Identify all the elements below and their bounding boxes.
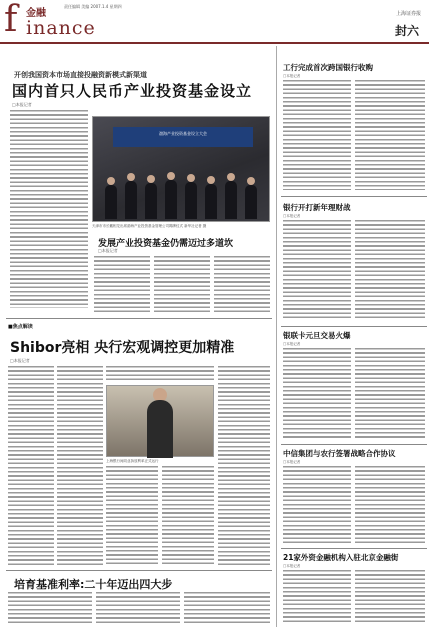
second-text-col-1 [8, 366, 54, 566]
page-number: 封六 [394, 24, 419, 38]
sub-text-col-2 [154, 256, 210, 314]
second-photo-caption: 上海银行间同业拆放利率正式运行 [106, 459, 159, 463]
sub-text-col-3 [214, 256, 270, 314]
second-headline: Shibor亮相 央行宏观调控更加精准 [10, 340, 235, 356]
right-text [283, 80, 351, 190]
second-text-col-3a [106, 366, 214, 382]
newspaper-name: 上海证券报 [395, 11, 421, 17]
masthead-rule [0, 42, 429, 44]
masthead-meta: 责任编辑 美编 2007.1.4 星期四 [64, 4, 122, 9]
right-article-headline: 21家外资金融机构入驻北京金融街 [283, 553, 399, 562]
masthead-logo-letter: f [4, 0, 18, 40]
right-text [355, 80, 425, 190]
right-text [283, 348, 351, 440]
photo-person [205, 184, 217, 219]
photo-person [145, 183, 157, 219]
right-divider [281, 444, 427, 445]
right-article-byline: □本报记者 [283, 564, 301, 568]
second-text-col-5 [218, 366, 270, 566]
photo-person [125, 181, 137, 219]
right-article-byline: □本报记者 [283, 342, 301, 346]
right-article-headline: 中信集团与农行签署战略合作协议 [283, 449, 396, 458]
right-text [355, 570, 425, 622]
right-text [283, 570, 351, 622]
photo-person [185, 182, 197, 219]
photo-person [245, 185, 257, 219]
second-text-col-4 [162, 466, 214, 566]
photo-person [225, 181, 237, 219]
right-column [276, 46, 429, 627]
masthead-section-en: inance [26, 17, 96, 39]
photo-people [101, 169, 261, 219]
lead-headline: 国内首只人民币产业投资基金设立 [12, 82, 253, 100]
lead-sub-byline: □本报记者 [98, 248, 118, 253]
right-divider [281, 548, 427, 549]
lead-text-col-1b [10, 232, 88, 308]
right-text [283, 220, 351, 320]
masthead-section-cn: 金融 [26, 8, 46, 19]
third-text-col-2 [96, 592, 180, 624]
photo-person-body [147, 400, 173, 458]
right-article-byline: □本报记者 [283, 460, 301, 464]
right-article-byline: □本报记者 [283, 214, 301, 218]
photo-banner [113, 127, 253, 147]
right-text [355, 466, 425, 544]
main-area [0, 46, 276, 627]
right-divider [281, 196, 427, 197]
lead-text-col-1 [10, 110, 88, 230]
photo-person [105, 185, 117, 219]
sub-text-col-1 [94, 256, 150, 314]
masthead [0, 0, 429, 44]
second-text-col-3b [106, 466, 158, 566]
section-tag: ■焦点解读 [8, 324, 33, 330]
right-article-headline: 银联卡元旦交易火爆 [283, 331, 351, 340]
third-headline: 培育基准利率:二十年迈出四大步 [14, 578, 173, 591]
second-text-col-2 [57, 366, 103, 566]
right-article-byline: □本报记者 [283, 74, 301, 78]
lead-subtitle: 开创我国资本市场直接投融资新模式新渠道 [14, 71, 147, 79]
lead-sub-headline: 发展产业投资基金仍需迈过多道坎 [98, 239, 234, 249]
third-text-col-3 [184, 592, 270, 624]
right-text [355, 220, 425, 320]
lead-photo-caption: 天津市市长戴相龙出席渤海产业投资基金管理公司揭牌仪式 新华社记者 摄 [92, 224, 207, 228]
right-article-headline: 工行完成首次跨国银行收购 [283, 63, 373, 72]
right-text [355, 348, 425, 440]
lead-photo [92, 116, 270, 222]
right-divider [281, 326, 427, 327]
photo-person [165, 180, 177, 219]
right-text [283, 466, 351, 544]
right-article-headline: 银行开打新年理财战 [283, 203, 351, 212]
lead-byline: □本报记者 [12, 102, 32, 107]
third-text-col-1 [8, 592, 92, 624]
photo-banner-text: 渤海产业投资基金设立大会 [159, 131, 207, 136]
section-divider [6, 318, 272, 319]
second-byline: □本报记者 [10, 358, 30, 363]
second-photo [106, 385, 214, 457]
section-divider [6, 570, 272, 571]
